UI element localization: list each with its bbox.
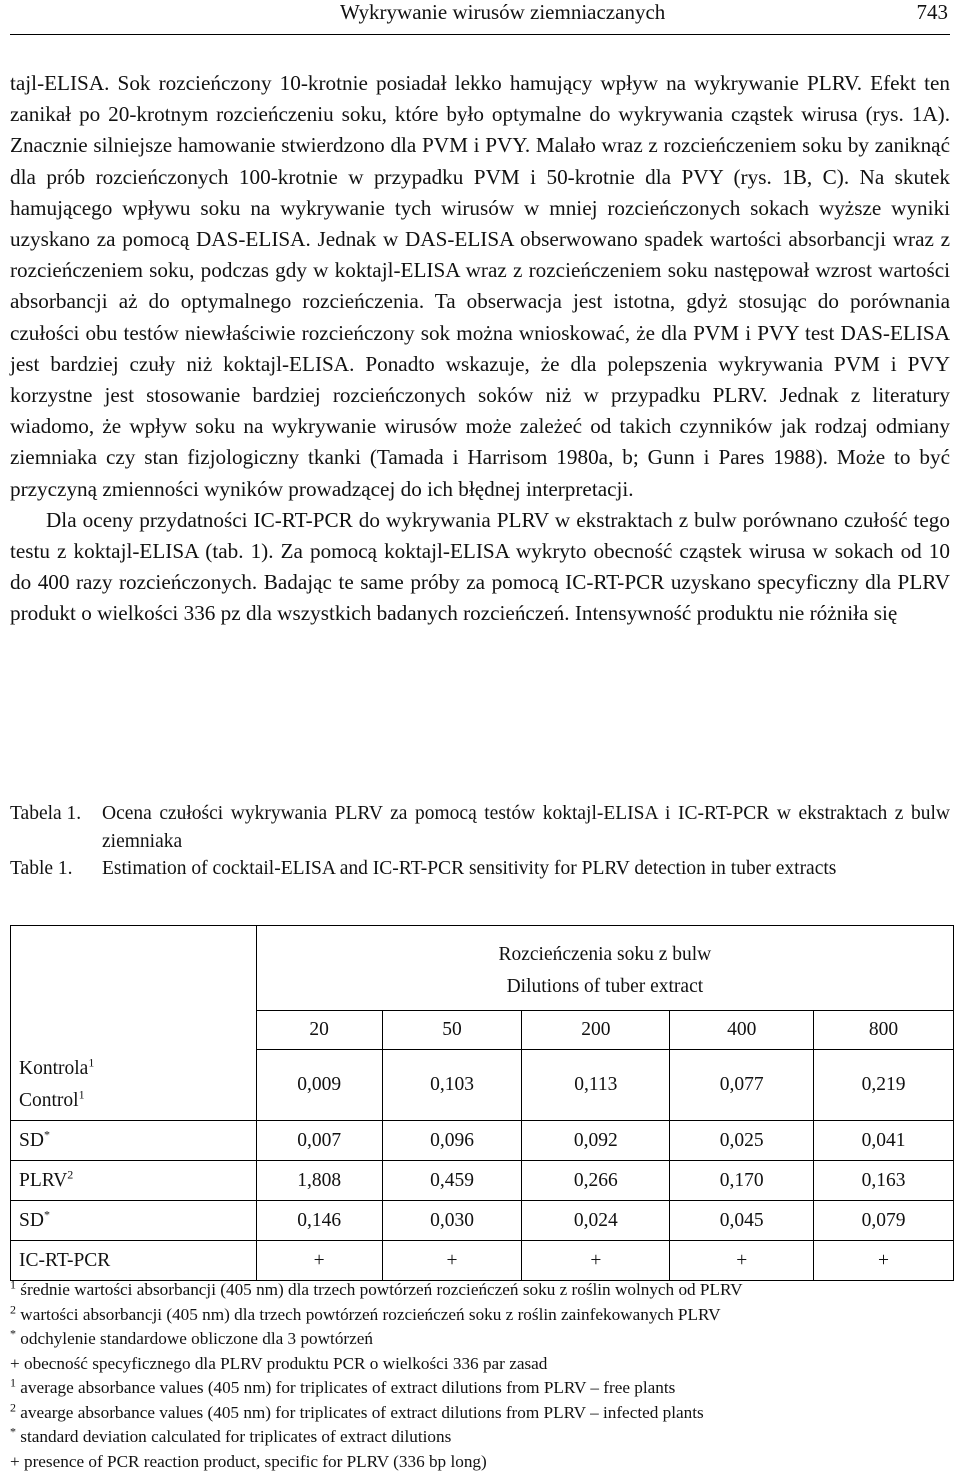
table-group-header <box>256 926 953 1011</box>
caption-text-en: Estimation of cocktail-ELISA and IC-RT-PCR sensitivity for PLRV detection in tuber extracts <box>102 858 837 879</box>
header-pl: Rozcieńczenia soku z bulw <box>498 944 712 965</box>
footnote: * standard deviation calculated for triplicates of extract dilutions <box>10 1424 452 1446</box>
table-row <box>11 1201 954 1241</box>
column-header: 400 <box>670 1011 814 1050</box>
footnote: $^1$ średnie wartości absorbancji (405 nm) dla trzech powtórzeń rozcieńczeń soku z roślin wolnych od PLRV <box>10 1277 743 1299</box>
table-cell: 1,808 <box>256 1161 382 1201</box>
column-header: 200 <box>522 1011 670 1050</box>
row-label: SD* <box>11 1121 257 1161</box>
column-header: 800 <box>814 1011 954 1050</box>
caption-label-en: Table 1. <box>10 858 73 879</box>
table-row <box>11 1161 954 1201</box>
table-cell: 0,025 <box>670 1121 814 1161</box>
page-number: 743 <box>916 0 948 24</box>
table-cell: 0,163 <box>814 1161 954 1201</box>
table-cell: 0,113 <box>522 1050 670 1121</box>
data-table <box>10 925 954 1281</box>
table-cell: + <box>382 1241 522 1281</box>
table-cell: 0,096 <box>382 1121 522 1161</box>
table-cell: 0,459 <box>382 1161 522 1201</box>
caption-text-pl: Ocena czułości wykrywania PLRV za pomocą testów koktajl-ELISA i IC-RT-PCR w ekstraktach z bulw ziemniaka <box>102 803 950 852</box>
table-cell: + <box>256 1241 382 1281</box>
table-cell: 0,045 <box>670 1201 814 1241</box>
table-cell: 0,146 <box>256 1201 382 1241</box>
table-row <box>11 1241 954 1281</box>
row-label: IC-RT-PCR <box>11 1241 257 1281</box>
table-cell: 0,024 <box>522 1201 670 1241</box>
row-label: SD* <box>11 1201 257 1241</box>
table-cell: 0,007 <box>256 1121 382 1161</box>
paragraph-2: Dla oceny przydatności IC-RT-PCR do wykrywania PLRV w ekstraktach z bulw porównano czułość tego testu z koktajl-ELISA (tab. 1). Za pomocą koktajl-ELISA wykryto obecność cząstek wirusa w sokach od 10 do 400 razy rozcieńczonych. Badając te same próby za pomocą IC-RT-PCR uzyskano specyficzny dla PLRV produkt o wielkości 336 pz dla wszystkich badanych rozcieńczeń. Intensywność produktu nie różniła się <box>10 507 950 626</box>
table-row <box>11 1050 954 1121</box>
table-cell: + <box>670 1241 814 1281</box>
table-cell: + <box>522 1241 670 1281</box>
body-text <box>10 68 950 630</box>
table-cell: 0,103 <box>382 1050 522 1121</box>
footnote: + obecność specyficznego dla PLRV produktu PCR o wielkości 336 par zasad <box>10 1353 548 1373</box>
running-header <box>10 0 950 35</box>
row-label: PLRV$^2$ <box>11 1161 257 1201</box>
footnote: * odchylenie standardowe obliczone dla 3 powtórzeń <box>10 1326 373 1348</box>
table-cell: 0,170 <box>670 1161 814 1201</box>
table-cell: 0,041 <box>814 1121 954 1161</box>
footnotes <box>10 1278 950 1474</box>
caption-label-pl: Tabela 1. <box>10 803 82 824</box>
table-cell: 0,219 <box>814 1050 954 1121</box>
table-caption <box>10 800 950 883</box>
table-row <box>11 1121 954 1161</box>
table-cell: 0,077 <box>670 1050 814 1121</box>
row-label: Kontrola$^1$ Control$^1$ <box>11 1050 257 1121</box>
column-header: 50 <box>382 1011 522 1050</box>
paragraph-1: tajl-ELISA. Sok rozcieńczony 10-krotnie posiadał lekko hamujący wpływ na wykrywanie PLRV. Efekt ten zanikał po 20-krotnym rozcieńczeniu soku, które było optymalne do wykrywania cząstek wirusa (rys. 1A). Znacznie silniejsze hamowanie stwierdzono dla PVM i PVY. Malało wraz z rozcieńczeniem soku by zaniknąć dla prób rozcieńczonych 100-krotnie w przypadku PVM i 50-krotnie dla PVY (rys. 1B, C). Na skutek hamującego wpływu soku na wykrywanie tych wirusów w mniej rozcieńczonych sokach wyższe wyniki uzyskano za pomocą DAS-ELISA. Jednak w DAS-ELISA obserwowano spadek wartości absorbancji wraz z rozcieńczeniem soku, podczas gdy w koktajl-ELISA wraz z rozcieńczeniem soku następował wzrost wartości absorbancji aż do optymalnego rozcieńczenia. Ta obserwacja jest istotna, gdyż stosując do porównania czułości obu testów niewłaściwie rozcieńczony sok można wnioskować, że dla PVM i PVY test DAS-ELISA jest bardziej czuły niż koktajl-ELISA. Ponadto wskazuje, że dla polepszenia wykrywania PVM i PVY korzystne jest stosowanie bardziej rozcieńczonych soków niż w przypadku PLRV. Jednak z literatury wiadomo, że wpływ soku na wykrywanie wirusów może zależeć od takich czynników jak rodzaj odmiany ziemniaka czy stan fizjologiczny tkanki (Tamada i Harrisom 1980a, b; Gunn i Pares 1988). Może to być przyczyną zmienności wyników prowadzącej do ich błędnej interpretacji. <box>10 71 950 501</box>
running-title: Wykrywanie wirusów ziemniaczanych <box>340 0 666 24</box>
table-cell: 0,030 <box>382 1201 522 1241</box>
footnote: $^1$ average absorbance values (405 nm) for triplicates of extract dilutions from PLRV – free plants <box>10 1375 676 1397</box>
table-corner-cell <box>11 926 257 1050</box>
header-en: Dilutions of tuber extract <box>506 976 704 997</box>
column-header: 20 <box>256 1011 382 1050</box>
data-table-wrapper <box>10 925 954 1281</box>
table-cell: + <box>814 1241 954 1281</box>
footnote: $^2$ avearge absorbance values (405 nm) for triplicates of extract dilutions from PLRV – infected plants <box>10 1399 704 1422</box>
table-cell: 0,079 <box>814 1201 954 1241</box>
footnote: $^2$ wartości absorbancji (405 nm) dla trzech powtórzeń rozcieńczeń soku z roślin zainfekowanych PLRV <box>10 1301 721 1324</box>
table-cell: 0,092 <box>522 1121 670 1161</box>
footnote: + presence of PCR reaction product, specific for PLRV (336 bp long) <box>10 1451 487 1471</box>
table-cell: 0,009 <box>256 1050 382 1121</box>
table-cell: 0,266 <box>522 1161 670 1201</box>
